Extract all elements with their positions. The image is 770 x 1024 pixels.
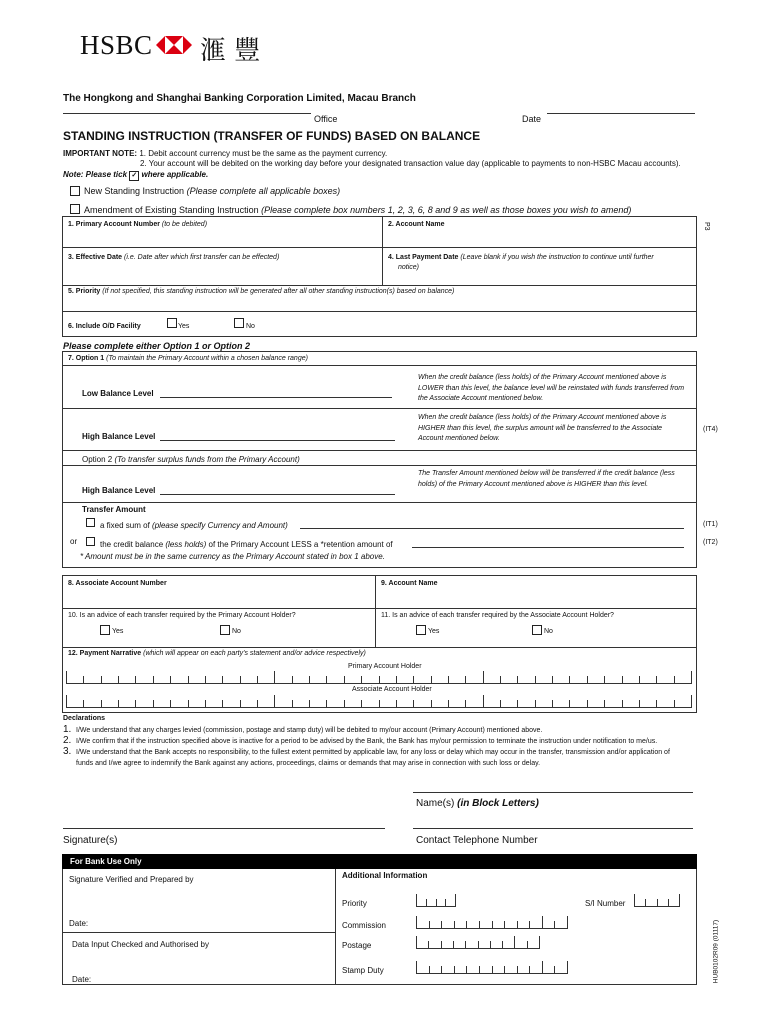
names-field[interactable] <box>413 792 693 793</box>
tick-mark <box>240 676 241 683</box>
tick-mark <box>309 700 310 707</box>
tick-mark <box>379 676 380 683</box>
office-label: Office <box>314 114 338 124</box>
box4-last-payment-date[interactable] <box>388 254 678 261</box>
fixed-sum-hint: (please specify Currency and Amount) <box>152 521 288 530</box>
tick-mark <box>454 921 455 928</box>
tick-mark <box>118 700 119 707</box>
box4-hint-2: notice) <box>398 264 420 271</box>
important-note-2: 2. Your account will be debited on the working day before your designated transaction value day (applicable to payments to non-HSBC Macau accounts). <box>140 159 681 168</box>
box6-od-facility-label: 6. Include O/D Facility <box>68 323 141 330</box>
declarations-title: Declarations <box>63 715 106 722</box>
tick-mark <box>542 961 543 973</box>
box11-no-label: No <box>544 628 553 635</box>
primary-holder-label: Primary Account Holder <box>348 663 422 670</box>
office-field[interactable] <box>63 113 311 114</box>
tick-mark <box>529 966 530 973</box>
tick-mark <box>429 921 430 928</box>
credit-balance-label <box>100 540 393 549</box>
box10-label: 10. Is an advice of each transfer required by the Primary Account Holder? <box>68 612 296 619</box>
bank-name: The Hongkong and Shanghai Banking Corporation Limited, Macau Branch <box>63 93 416 104</box>
associate-narrative-field[interactable] <box>66 697 692 708</box>
names-hint: (in Block Letters) <box>457 798 539 809</box>
tick-mark <box>240 700 241 707</box>
tick-mark <box>478 941 479 948</box>
option2-hint: (To transfer surplus funds from the Primary Account) <box>114 455 300 464</box>
tick-mark <box>436 899 437 906</box>
tick-mark <box>490 941 491 948</box>
tick-mark <box>448 700 449 707</box>
tick-mark <box>674 676 675 683</box>
tick-mark <box>483 671 484 683</box>
box3-effective-date[interactable] <box>68 254 279 261</box>
low-balance-label: Low Balance Level <box>82 389 154 398</box>
tick-mark <box>257 700 258 707</box>
tick-mark <box>66 671 67 683</box>
tick-mark <box>309 676 310 683</box>
tick-mark <box>416 936 417 948</box>
tick-mark <box>441 941 442 948</box>
decl-number-1: 1. <box>63 724 72 735</box>
credit-balance-text: the credit balance <box>100 540 164 549</box>
postage-field[interactable] <box>416 938 540 949</box>
tick-mark <box>101 676 102 683</box>
tick-mark <box>465 941 466 948</box>
tick-mark <box>527 941 528 948</box>
box11-label: 11. Is an advice of each transfer required by the Associate Account Holder? <box>381 612 614 619</box>
box12-payment-narrative <box>68 650 366 657</box>
tick-mark <box>153 676 154 683</box>
it2-code: (IT2) <box>703 539 718 546</box>
box3-hint: (i.e. Date after which first transfer can be effected) <box>124 254 280 261</box>
tick-mark <box>441 966 442 973</box>
tick-mark <box>344 676 345 683</box>
tick-mark <box>517 966 518 973</box>
tick-mark <box>639 700 640 707</box>
brand-name: HSBC <box>80 30 153 60</box>
account-details-section <box>62 216 697 337</box>
tick-mark <box>502 941 503 948</box>
postage-label: Postage <box>342 941 372 950</box>
tick-mark <box>188 700 189 707</box>
od-yes-checkbox[interactable] <box>167 318 177 328</box>
tick-mark <box>587 676 588 683</box>
option1-hint: (To maintain the Primary Account within a chosen balance range) <box>106 355 308 362</box>
tick-mark <box>674 700 675 707</box>
additional-info-label: Additional Information <box>342 871 428 880</box>
low-balance-field[interactable] <box>160 397 392 398</box>
tick-mark <box>426 899 427 906</box>
tick-mark <box>604 700 605 707</box>
credit-balance-checkbox[interactable] <box>86 537 95 546</box>
box5-hint: (If not specified, this standing instruction will be generated after all other standing instruction(s) based on balance) <box>102 288 455 295</box>
box10-yes-label: Yes <box>112 628 124 635</box>
option2-high-balance-description: The Transfer Amount mentioned below will be transferred if the credit balance (less holds) of the Primary Account mentioned above is HIGHER than this level. <box>418 470 675 488</box>
tick-mark <box>465 700 466 707</box>
amend-instruction-hint: (Please complete box numbers 1, 2, 3, 6, 8 and 9 as well as those boxes you wish to amend) <box>261 205 632 215</box>
high-balance-field[interactable] <box>160 440 395 441</box>
box5-priority[interactable] <box>68 288 454 295</box>
tick-mark <box>554 921 555 928</box>
tick-mark <box>552 676 553 683</box>
commission-label: Commission <box>342 921 387 930</box>
date-label: Date <box>522 114 542 124</box>
tick-mark <box>188 676 189 683</box>
box5-label: 5. Priority <box>68 288 101 295</box>
tick-mark <box>170 700 171 707</box>
tick-mark <box>83 676 84 683</box>
tick-mark <box>455 894 456 906</box>
tick-mark <box>552 700 553 707</box>
tick-mark <box>222 676 223 683</box>
box1-primary-account-number[interactable] <box>68 221 207 228</box>
tick-mark <box>622 676 623 683</box>
important-note-1: 1. Debit account currency must be the same as the payment currency. <box>139 149 388 158</box>
tick-mark <box>517 676 518 683</box>
credit-balance-hint: (less holds) <box>165 540 207 549</box>
fixed-sum-checkbox[interactable] <box>86 518 95 527</box>
tick-mark <box>567 961 568 973</box>
tick-mark <box>274 695 275 707</box>
tick-mark <box>431 676 432 683</box>
tick-mark <box>101 700 102 707</box>
tick-mark <box>292 676 293 683</box>
checkmark-icon: ✓ <box>129 171 139 181</box>
p3-code: P3 <box>703 222 710 231</box>
tick-mark <box>441 921 442 928</box>
it4-code: (IT4) <box>703 426 718 433</box>
amend-instruction-checkbox[interactable] <box>70 204 80 214</box>
tick-mark <box>656 700 657 707</box>
credit-balance-text-2: of the Primary Account LESS a *retention amount of <box>208 540 393 549</box>
tick-mark <box>448 676 449 683</box>
tick-mark <box>379 700 380 707</box>
priority-field[interactable] <box>416 896 456 907</box>
tick-mark <box>634 894 635 906</box>
tick-mark <box>326 676 327 683</box>
tick-mark <box>668 899 669 906</box>
date-label-1: Date: <box>69 919 89 928</box>
form-title: STANDING INSTRUCTION (TRANSFER OF FUNDS) BASED ON BALANCE <box>63 129 481 143</box>
tick-mark <box>257 676 258 683</box>
si-number-field[interactable] <box>634 896 680 907</box>
tick-mark <box>517 921 518 928</box>
tick-mark <box>479 966 480 973</box>
box4-hint: (Leave blank if you wish the instruction to continue until further <box>460 254 654 261</box>
tick-note-a: Note: Please tick <box>63 170 128 179</box>
od-no-checkbox[interactable] <box>234 318 244 328</box>
tick-mark <box>326 700 327 707</box>
tick-mark <box>539 936 540 948</box>
bank-use-header <box>62 854 697 869</box>
option1-label: 7. Option 1 <box>68 355 105 362</box>
tick-mark <box>396 676 397 683</box>
tick-mark <box>569 700 570 707</box>
tick-mark <box>656 676 657 683</box>
tick-mark <box>118 676 119 683</box>
si-number-label: S/I Number <box>585 899 626 908</box>
option2-high-balance-label: High Balance Level <box>82 486 156 495</box>
high-balance-label: High Balance Level <box>82 432 156 441</box>
tick-note-b: where applicable. <box>141 170 209 179</box>
box3-label: 3. Effective Date <box>68 254 123 261</box>
tick-mark <box>479 921 480 928</box>
tick-mark <box>567 916 568 928</box>
tick-mark <box>416 961 417 973</box>
bank-use-title: For Bank Use Only <box>70 857 142 866</box>
important-note-label: IMPORTANT NOTE: <box>63 149 138 158</box>
form-code: HUB0102R09 (01117) <box>712 919 720 984</box>
tick-mark <box>492 921 493 928</box>
tick-mark <box>135 700 136 707</box>
tick-mark <box>554 966 555 973</box>
tick-mark <box>465 676 466 683</box>
tick-mark <box>483 695 484 707</box>
brand-name-chinese: 滙 豐 <box>200 36 261 66</box>
tick-mark <box>170 676 171 683</box>
tick-mark <box>222 700 223 707</box>
option2-high-balance-field[interactable] <box>160 494 395 495</box>
tick-mark <box>445 899 446 906</box>
box10-no-label: No <box>232 628 241 635</box>
od-no-label: No <box>246 323 255 330</box>
tick-mark <box>529 921 530 928</box>
tick-mark <box>604 676 605 683</box>
important-note <box>63 149 387 158</box>
tick-mark <box>413 700 414 707</box>
tick-mark <box>639 676 640 683</box>
amount-footnote: * Amount must be in the same currency as the Primary Account stated in box 1 above. <box>80 552 385 561</box>
box10-no-checkbox[interactable] <box>220 625 230 635</box>
tick-mark <box>542 916 543 928</box>
new-instruction-hint: (Please complete all applicable boxes) <box>186 186 341 196</box>
date-field[interactable] <box>547 113 695 114</box>
box11-yes-label: Yes <box>428 628 440 635</box>
tick-mark <box>679 894 680 906</box>
tick-mark <box>492 966 493 973</box>
tick-mark <box>292 700 293 707</box>
declaration-1: I/We understand that any charges levied (commission, postage and stamp duty) will be debited to my/our account (Primary Account) mentioned above. <box>76 727 543 734</box>
od-yes-label: Yes <box>178 323 190 330</box>
phone-field[interactable] <box>413 828 693 829</box>
decl-number-2: 2. <box>63 735 72 746</box>
tick-mark <box>691 671 692 683</box>
tick-mark <box>645 899 646 906</box>
tick-mark <box>514 936 515 948</box>
tick-mark <box>657 899 658 906</box>
option2-label: Option 2 <box>82 455 113 464</box>
tick-mark <box>205 676 206 683</box>
declaration-2: I/We confirm that if the instruction specified above is inactive for a period to be advised by the Bank, the Bank has my/our permission to terminate the instruction under notification to me/us. <box>76 738 658 745</box>
names-label <box>416 798 539 809</box>
date-label-2: Date: <box>72 975 92 984</box>
tick-mark <box>83 700 84 707</box>
tick-mark <box>453 941 454 948</box>
tick-mark <box>517 700 518 707</box>
amend-instruction-label <box>84 205 631 215</box>
tick-mark <box>153 700 154 707</box>
signature-field[interactable] <box>63 828 385 829</box>
box1-label: 1. Primary Account Number <box>68 221 160 228</box>
box2-account-name[interactable]: 2. Account Name <box>388 221 445 228</box>
transfer-amount-label: Transfer Amount <box>82 505 146 514</box>
tick-mark <box>396 700 397 707</box>
choose-option-heading: Please complete either Option 1 or Option 2 <box>63 341 251 351</box>
tick-mark <box>466 966 467 973</box>
tick-mark <box>416 916 417 928</box>
decl-number-3: 3. <box>63 746 72 757</box>
data-input-label: Data Input Checked and Authorised by <box>72 940 209 949</box>
tick-mark <box>535 676 536 683</box>
box4-label: 4. Last Payment Date <box>388 254 459 261</box>
commission-field[interactable] <box>416 918 568 929</box>
sig-verified-label: Signature Verified and Prepared by <box>69 875 194 884</box>
fixed-sum-text: a fixed sum of <box>100 521 150 530</box>
tick-mark <box>500 676 501 683</box>
tick-mark <box>66 695 67 707</box>
new-instruction-checkbox[interactable] <box>70 186 80 196</box>
tick-mark <box>431 700 432 707</box>
option1-heading <box>68 355 308 362</box>
tick-mark <box>622 700 623 707</box>
retention-amount-field[interactable] <box>412 547 684 548</box>
stamp-duty-label: Stamp Duty <box>342 966 384 975</box>
tick-mark <box>344 700 345 707</box>
low-balance-description: When the credit balance (less holds) of the Primary Account mentioned above is LOWER than this level, the balance level will be reinstated with funds transferred from the Associate Account mentioned below. <box>418 374 685 402</box>
box12-hint: (which will appear on each party's statement and/or advice respectively) <box>143 650 366 657</box>
tick-mark <box>500 700 501 707</box>
box8-associate-account-number[interactable]: 8. Associate Account Number <box>68 580 167 587</box>
stamp-duty-field[interactable] <box>416 963 568 974</box>
tick-mark <box>361 700 362 707</box>
tick-mark <box>454 966 455 973</box>
priority-label: Priority <box>342 899 367 908</box>
tick-mark <box>587 700 588 707</box>
tick-mark <box>416 894 417 906</box>
tick-mark <box>466 921 467 928</box>
associate-holder-label: Associate Account Holder <box>352 686 432 693</box>
tick-mark <box>504 966 505 973</box>
tick-mark <box>361 676 362 683</box>
box12-label: 12. Payment Narrative <box>68 650 142 657</box>
hexagon-logo-icon <box>156 36 192 54</box>
signature-label: Signature(s) <box>63 835 118 846</box>
tick-mark <box>413 676 414 683</box>
option2-heading <box>82 455 300 464</box>
or-label: or <box>70 537 78 546</box>
tick-mark <box>535 700 536 707</box>
high-balance-description: When the credit balance (less holds) of the Primary Account mentioned above is HIGHER than this level, the surplus amount will be transferred to the Associate Account mentioned below. <box>418 414 667 442</box>
box11-yes-checkbox[interactable] <box>416 625 426 635</box>
fixed-sum-field[interactable] <box>300 528 684 529</box>
new-instruction-text: New Standing Instruction <box>84 186 185 196</box>
tick-mark <box>428 941 429 948</box>
tick-mark <box>135 676 136 683</box>
box11-no-checkbox[interactable] <box>532 625 542 635</box>
primary-narrative-field[interactable] <box>66 673 692 684</box>
tick-mark <box>205 700 206 707</box>
declaration-3b: funds and I/we agree to indemnify the Bank against any actions, proceedings, claims or demands that may arise in connection with such loss or delay. <box>76 760 541 767</box>
fixed-sum-label <box>100 521 288 530</box>
box10-yes-checkbox[interactable] <box>100 625 110 635</box>
new-instruction-label <box>84 186 340 196</box>
tick-mark <box>691 695 692 707</box>
tick-note <box>63 170 208 181</box>
tick-mark <box>504 921 505 928</box>
box1-hint: (to be debited) <box>161 221 208 228</box>
phone-label: Contact Telephone Number <box>416 835 538 846</box>
tick-mark <box>274 671 275 683</box>
declaration-3a: I/We understand that the Bank accepts no responsibility, to the fullest extent permitted by applicable law, for any loss or delay which may occur in the transfer, transmission and/or application of <box>76 749 670 756</box>
it1-code: (IT1) <box>703 521 718 528</box>
tick-mark <box>569 676 570 683</box>
tick-mark <box>429 966 430 973</box>
amend-instruction-text: Amendment of Existing Standing Instruction <box>84 205 259 215</box>
names-text: Name(s) <box>416 798 455 809</box>
box9-account-name[interactable]: 9. Account Name <box>381 580 438 587</box>
